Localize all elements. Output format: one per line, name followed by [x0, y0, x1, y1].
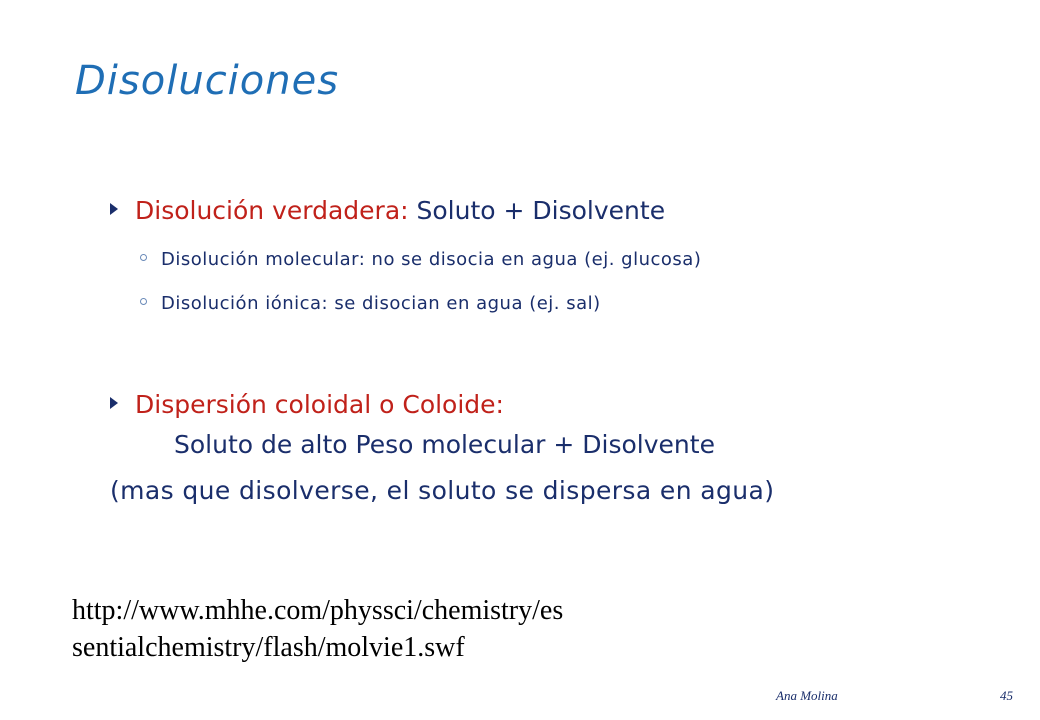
bullet-term: Dispersión coloidal o Coloide: — [135, 390, 504, 419]
reference-url-line-2[interactable]: sentialchemistry/flash/molvie1.swf — [72, 632, 465, 663]
footer-page-number: 45 — [1000, 688, 1013, 703]
coloide-definition: Soluto de alto Peso molecular + Disolvente — [174, 430, 715, 459]
subbullet-ionica — [140, 293, 601, 314]
subbullet-text: Disolución molecular: no se disocia en agua (ej. glucosa) — [161, 249, 702, 270]
reference-url-line-1[interactable]: http://www.mhhe.com/physsci/chemistry/es — [72, 595, 564, 626]
ring-bullet-icon — [140, 254, 147, 261]
slide-title: Disoluciones — [75, 58, 340, 104]
ring-bullet-icon — [140, 298, 147, 305]
bullet-disolucion-verdadera — [110, 196, 665, 225]
coloide-note: (mas que disolverse, el soluto se dispersa en agua) — [110, 476, 775, 505]
bullet-dispersion-coloidal — [110, 390, 504, 419]
subbullet-molecular — [140, 249, 701, 270]
bullet-arrow-icon — [110, 203, 118, 215]
bullet-term: Disolución verdadera: — [135, 196, 409, 225]
subbullet-text: Disolución iónica: se disocian en agua (ej. sal) — [161, 293, 601, 314]
footer-author: Ana Molina — [776, 688, 838, 703]
bullet-arrow-icon — [110, 397, 118, 409]
bullet-definition: Soluto + Disolvente — [408, 196, 666, 225]
